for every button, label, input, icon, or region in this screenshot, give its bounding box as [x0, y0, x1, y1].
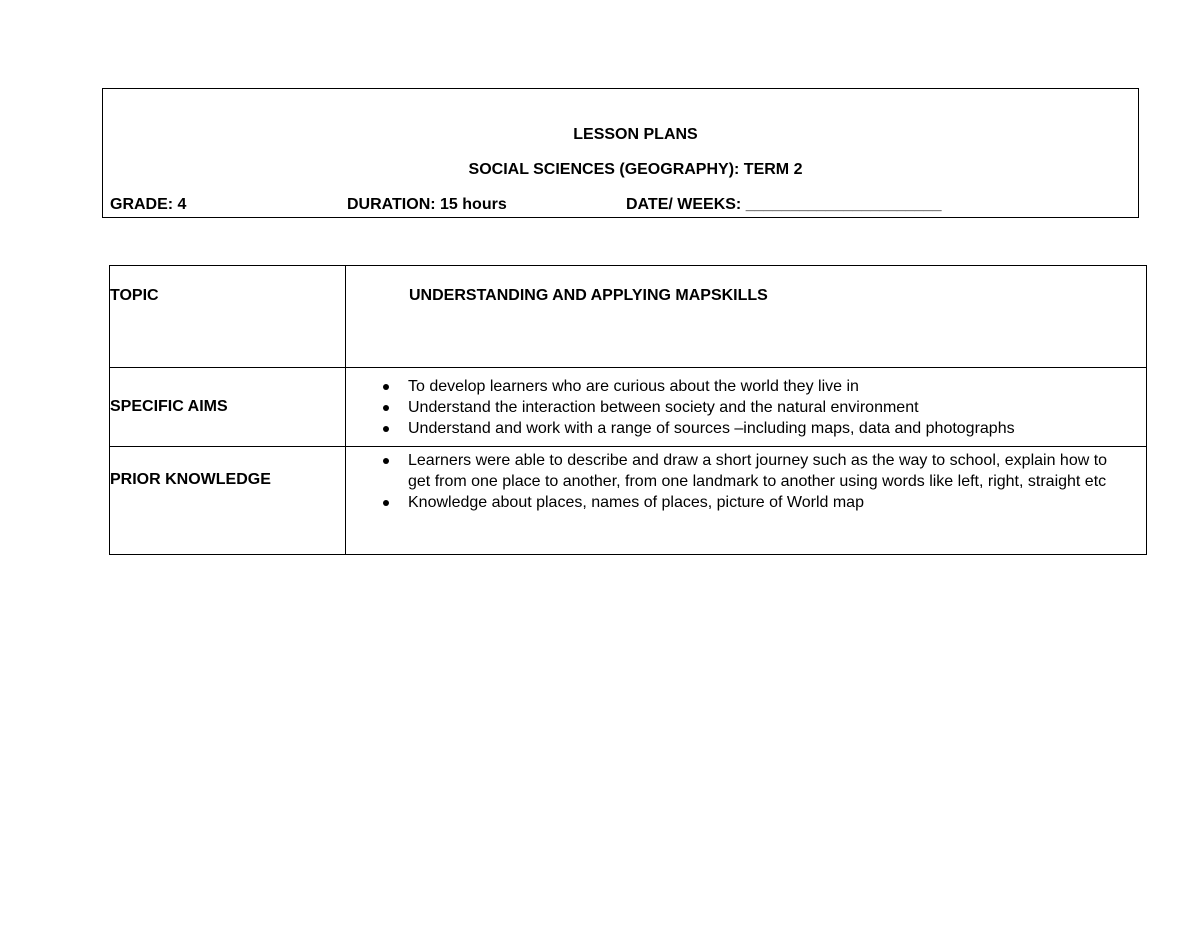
specific-aims-list — [346, 376, 1146, 439]
bullet-icon — [383, 384, 389, 390]
list-item: Understand the interaction between society and the natural environment — [408, 397, 1146, 418]
specific-aims-label: SPECIFIC AIMS — [110, 368, 346, 447]
topic-value: UNDERSTANDING AND APPLYING MAPSKILLS — [346, 266, 1147, 368]
document-title: LESSON PLANS — [573, 126, 698, 143]
specific-aims-cell — [346, 368, 1147, 447]
lesson-plan-header — [102, 88, 1139, 218]
bullet-icon — [383, 426, 389, 432]
date-weeks-field: DATE/ WEEKS: ______________________ — [626, 196, 942, 213]
specific-aims-row — [110, 368, 1147, 447]
list-item: Understand and work with a range of sources –including maps, data and photographs — [408, 418, 1146, 439]
topic-row — [110, 266, 1147, 368]
bullet-icon — [383, 500, 389, 506]
topic-label: TOPIC — [110, 266, 346, 368]
list-item: To develop learners who are curious about the world they live in — [408, 376, 1146, 397]
prior-knowledge-list — [346, 450, 1146, 513]
document-subtitle: SOCIAL SCIENCES (GEOGRAPHY): TERM 2 — [468, 161, 803, 178]
prior-knowledge-label: PRIOR KNOWLEDGE — [110, 447, 346, 555]
prior-knowledge-cell — [346, 447, 1147, 555]
prior-knowledge-row — [110, 447, 1147, 555]
list-item: Knowledge about places, names of places, picture of World map — [408, 492, 1146, 513]
list-item: Learners were able to describe and draw a short journey such as the way to school, explain how to get from one place to another, from one landmark to another using words like left, right, straight etc — [408, 450, 1146, 492]
duration-field: DURATION: 15 hours — [347, 196, 507, 213]
bullet-icon — [383, 458, 389, 464]
lesson-plan-table — [109, 265, 1147, 555]
bullet-icon — [383, 405, 389, 411]
grade-field: GRADE: 4 — [110, 196, 187, 213]
